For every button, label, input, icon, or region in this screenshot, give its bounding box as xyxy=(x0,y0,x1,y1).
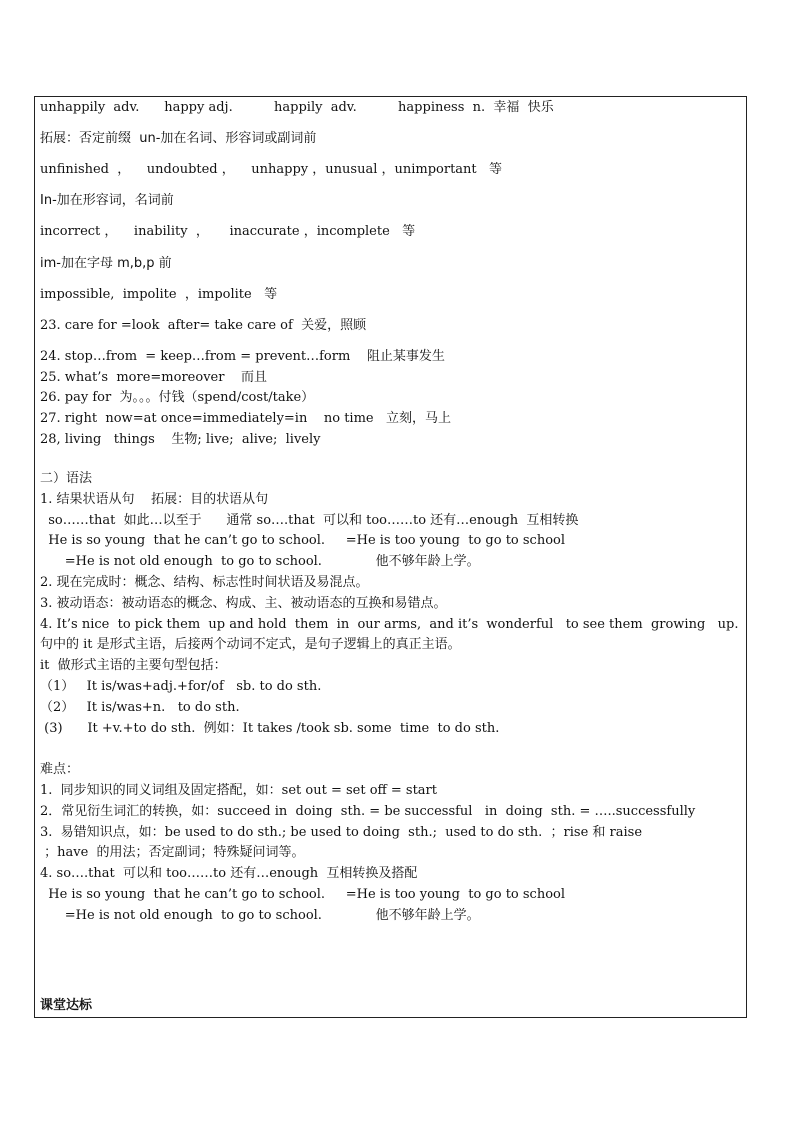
prefix-in-examples: incorrect ， inability ， inaccurate ，incomplete 等 xyxy=(40,224,416,239)
formal-subject-patterns-title: it 做形式主语的主要句型包括： xyxy=(40,658,227,673)
pattern-1: （1） It is/was+adj.+for/of sb. to do sth. xyxy=(40,679,322,694)
pattern-2: （2） It is/was+n. to do sth. xyxy=(40,700,240,715)
phrase-23: 23. care for =look after= take care of 关爱，照顾 xyxy=(40,318,367,333)
grammar-point-3: 3. 被动语态：被动语态的概念、构成、主、被动语态的互换和易错点。 xyxy=(40,596,447,611)
grammar-point-2: 2. 现在完成时：概念、结构、标志性时间状语及易混点。 xyxy=(40,575,369,590)
prefix-in-heading: In-加在形容词，名词前 xyxy=(40,193,174,208)
difficulties-heading: 难点： xyxy=(40,762,80,777)
difficulty-4-example-1: He is so young that he can’t go to school. =He is too young to go to school xyxy=(40,887,566,902)
grammar-point-4: 4. It’s nice to pick them up and hold them in our arms, and it’s wonderful to see them growing up. xyxy=(40,617,739,632)
prefix-im-heading: im-加在字母 m,b,p 前 xyxy=(40,256,172,271)
difficulty-3-continued: ；have 的用法；否定副词；特殊疑问词等。 xyxy=(40,845,305,860)
prefix-un-examples: unfinished ， undoubted ， unhappy ，unusual ，unimportant 等 xyxy=(40,162,503,177)
pattern-3: (3) It +v.+to do sth. 例如：It takes /took sb. some time to do sth. xyxy=(40,721,500,736)
phrase-26: 26. pay for 为。。。付钱（spend/cost/take） xyxy=(40,390,315,405)
phrase-27: 27. right now=at once=immediately=in no time 立刻，马上 xyxy=(40,411,451,426)
difficulty-1: 1. 同步知识的同义词组及固定搭配，如：set out = set off = start xyxy=(40,783,437,798)
phrase-28: 28, living things 生物; live; alive; lively xyxy=(40,432,321,447)
grammar-point-1: 1. 结果状语从句 拓展：目的状语从句 xyxy=(40,492,269,507)
difficulty-4: 4. so….that 可以和 too……to 还有…enough 互相转换及搭配 xyxy=(40,866,418,881)
difficulty-4-example-2: =He is not old enough to go to school. 他不够年龄上学。 xyxy=(40,908,480,923)
so-that-example-1: He is so young that he can’t go to school. =He is too young to go to school xyxy=(40,533,566,548)
prefix-un-heading: 拓展：否定前缀 un-加在名词、形容词或副词前 xyxy=(40,131,317,146)
so-that-example-2: =He is not old enough to go to school. 他不够年龄上学。 xyxy=(40,554,480,569)
classroom-practice-heading: 课堂达标 xyxy=(40,998,93,1013)
vocab-happy-line: unhappily adv. happy adj. happily adv. happiness n. 幸福 快乐 xyxy=(40,100,554,115)
difficulty-2: 2．常见衍生词汇的转换，如：succeed in doing sth. = be successful in doing sth. = …..successfully xyxy=(40,804,696,819)
formal-subject-note: 句中的 it 是形式主语，后接两个动词不定式，是句子逻辑上的真正主语。 xyxy=(40,637,461,652)
so-that-explanation: so……that 如此…以至于 通常 so….that 可以和 too……to 还有…enough 互相转换 xyxy=(40,513,579,528)
phrase-24: 24. stop…from = keep…from = prevent…form 阻止某事发生 xyxy=(40,349,445,364)
difficulty-3: 3. 易错知识点，如：be used to do sth.; be used to doing sth.; used to do sth. ；rise 和 raise xyxy=(40,825,643,840)
grammar-heading: 二）语法 xyxy=(40,471,93,486)
prefix-im-examples: impossible, impolite ，impolite 等 xyxy=(40,287,278,302)
phrase-25: 25. what’s more=moreover 而且 xyxy=(40,370,267,385)
